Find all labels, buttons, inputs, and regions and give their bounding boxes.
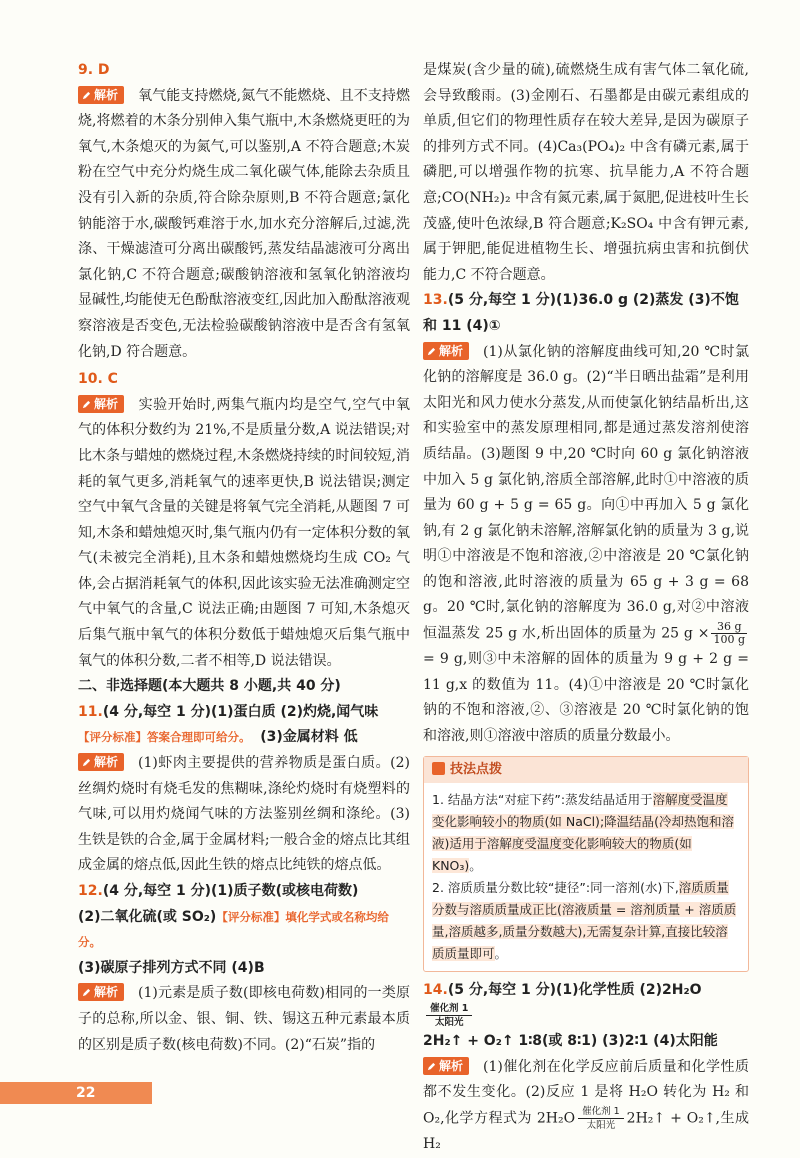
q10-explanation: 解析 实验开始时,两集气瓶内均是空气,空气中氧气的体积分数约为 21%,不是质量分数,A 说法错误;对比木条与蜡烛的燃烧过程,木条燃烧持续的时间较短,消耗的氧气更多,消耗氧气的速率更快,B 说法错误;测定空气中氧气含量的关键是将氧气完全消耗,从题图 7 可知,木条和蜡烛熄灭时,集气瓶内仍有一定体积分数的氧气(未被完全消耗),且木条和蜡烛燃烧均生成 CO₂ 气体,会占据消耗氧气的体积,因此该实验无法准确测定空气中氧气的含量,C 说法正确;由题图 7 可知,木条熄灭后集气瓶中氧气的体积分数低于蜡烛熄灭后集气瓶中氧气的体积分数,二者不相等,D 说法错误。 bbox=[78, 396, 410, 669]
q9-answer: 9. D bbox=[78, 62, 110, 78]
pen-icon bbox=[82, 988, 91, 997]
analysis-badge: 解析 bbox=[78, 86, 124, 104]
tip-body bbox=[424, 783, 748, 971]
reaction-condition: 催化剂 1 太阳光 bbox=[426, 1003, 472, 1028]
tip-box bbox=[423, 756, 749, 972]
analysis-badge: 解析 bbox=[423, 342, 469, 360]
q12-answer-cont2: (3)碳原子排列方式不同 (4)B bbox=[78, 959, 265, 976]
left-column bbox=[78, 58, 410, 1058]
q14-answer: 14.(5 分,每空 1 分)(1)化学性质 (2)2H₂O 催化剂 1 太阳光 bbox=[423, 981, 702, 1029]
q12-explanation-cont: 是煤炭(含少量的硫),硫燃烧生成有害气体二氧化硫,会导致酸雨。(3)金刚石、石墨都是由碳元素组成的单质,但它们的物理性质存在较大差异,是因为碳原子的排列方式不同。(4)Ca₃(PO₄)₂ 中含有磷元素,属于磷肥,可以增强作物的抗寒、抗旱能力,A 不符合题意;CO(NH₂)₂ 中含有氮元素,属于氮肥,促进枝叶生长茂盛,使叶色浓绿,B 符合题意;K₂SO₄ 中含有钾元素,属于钾肥,能促进植物生长、增强抗病虫害和抗倒伏能力,C 不符合题意。 bbox=[423, 62, 749, 283]
tip-icon bbox=[432, 762, 445, 775]
reaction-condition: 催化剂 1 太阳光 bbox=[578, 1106, 624, 1131]
score-standard: 【评分标准】答案合理即可给分。 bbox=[78, 730, 251, 745]
score-standard: 【评分标准】填化学式或名称均给分。 bbox=[78, 909, 389, 950]
pen-icon bbox=[82, 758, 91, 767]
pen-icon bbox=[427, 1062, 436, 1071]
page-footer bbox=[0, 1082, 152, 1104]
tip-title: 技法点拨 bbox=[424, 757, 748, 783]
q9-explanation: 解析 氧气能支持燃烧,氮气不能燃烧、且不支持燃烧,将燃着的木条分别伸入集气瓶中,木条燃烧更旺的为氧气,木条熄灭的为氮气,可以鉴别,A 不符合题意;木炭粉在空气中充分灼烧生成二氧化碳气体,能除去杂质且没有引入新的杂质,符合除杂原则,B 不符合题意;氯化钠能溶于水,碳酸钙难溶于水,加水充分溶解后,过滤,洗涤、干燥滤渣可分离出碳酸钙,蒸发结晶滤液可分离出氯化钠,C 不符合题意;碳酸钠溶液和氢氧化钠溶液均显碱性,均能使无色酚酞溶液变红,因此加入酚酞溶液观察溶液是否变色,无法检验碳酸钠溶液中是否含有氢氧化钠,D 符合题意。 bbox=[78, 87, 410, 360]
q12-answer-cont: (2)二氧化硫(或 SO₂)【评分标准】填化学式或名称均给分。 bbox=[78, 908, 389, 950]
q14-answer-cont: 2H₂↑ + O₂↑ 1∶8(或 8∶1) (3)2∶1 (4)太阳能 bbox=[423, 1033, 718, 1050]
pen-icon bbox=[82, 400, 91, 409]
page-number: 22 bbox=[76, 1085, 96, 1101]
q12-answer: 12.(4 分,每空 1 分)(1)质子数(或核电荷数) bbox=[78, 883, 359, 899]
q11-answer-cont: 【评分标准】答案合理即可给分。 (3)金属材料 低 bbox=[78, 729, 358, 746]
q13-answer: 13.(5 分,每空 1 分)(1)36.0 g (2)蒸发 (3)不饱和 11 (4)① bbox=[423, 292, 739, 334]
tip-item-1: 1. 结晶方法“对症下药”:蒸发结晶适用于溶解度受温度变化影响较小的物质(如 NaCl);降温结晶(冷却热饱和溶液)适用于溶解度受温度变化影响较大的物质(如 KNO₃)。 bbox=[432, 791, 735, 873]
q13-explanation: 解析 (1)从氯化钠的溶解度曲线可知,20 ℃时氯化钠的溶解度是 36.0 g。(2)“半日晒出盐霜”是利用太阳光和风力使水分蒸发,从而使氯化钠结晶析出,这和实验室中的蒸发原理相同,都是通过蒸发溶剂使溶质结晶。(3)题图 9 中,20 ℃时向 60 g 氯化钠溶液中加入 5 g 氯化钠,溶质全部溶解,此时①中溶液的质量为 60 g + 5 g = 65 g。向①中再加入 5 g 氯化钠,有 2 g 氯化钠未溶解,溶解氯化钠的质量为 3 g,说明①中溶液是不饱和溶液,②中溶液是 20 ℃氯化钠的饱和溶液,此时溶液的质量为 65 g + 3 g = 68 g。20 ℃时,氯化钠的溶解度为 36.0 g,对②中溶液恒温蒸发 25 g 水,析出固体的质量为 25 g × $\frac{36 g}{100 g}$ = 9 g,则③中未溶解的固体的质量为 9 g + 2 g = 11 g,x 的数值为 11。(4)①中溶液是 20 ℃时氯化钠的不饱和溶液,②、③溶液是 20 ℃时氯化钠的饱和溶液,则①溶液中溶质的质量分数最小。 bbox=[423, 343, 749, 744]
analysis-badge: 解析 bbox=[78, 753, 124, 771]
q11-explanation: 解析 (1)虾肉主要提供的营养物质是蛋白质。(2)丝绸灼烧时有烧毛发的焦糊味,涤纶灼烧时有烧塑料的气味,可以用灼烧闻气味的方法鉴别丝绸和涤纶。(3)生铁是铁的合金,属于金属材料;一般合金的熔点比其组成金属的熔点低,因此生铁的熔点比纯铁的熔点低。 bbox=[78, 755, 410, 874]
q14-explanation: 解析 (1)催化剂在化学反应前后质量和化学性质都不发生变化。(2)反应 1 是将 H₂O 转化为 H₂ 和 O₂,化学方程式为 2H₂O 催化剂 1 太阳光 2H₂↑ + O₂↑,生成 H₂ bbox=[423, 1058, 749, 1153]
pen-icon bbox=[82, 91, 91, 100]
right-column bbox=[423, 58, 749, 1158]
tip-item-2: 2. 溶质质量分数比较“捷径”:同一溶剂(水)下,溶质质量分数与溶质质量成正比(溶液质量 = 溶剂质量 + 溶质质量,溶质越多,质量分数越大),无需复杂计算,直接比较溶质质量即可。 bbox=[432, 879, 737, 961]
q10-answer: 10. C bbox=[78, 371, 118, 388]
analysis-badge: 解析 bbox=[78, 395, 124, 413]
fraction: $\frac{36 g}{100 g}$ bbox=[713, 620, 745, 647]
analysis-badge: 解析 bbox=[423, 1057, 469, 1075]
q12-explanation: 解析 (1)元素是质子数(即核电荷数)相同的一类原子的总称,所以金、银、铜、铁、锡这五种元素最本质的区别是质子数(核电荷数)不同。(2)“石炭”指的 bbox=[78, 985, 410, 1053]
q11-answer: 11.(4 分,每空 1 分)(1)蛋白质 (2)灼烧,闻气味 bbox=[78, 703, 379, 720]
section-heading: 二、非选择题(本大题共 8 小题,共 40 分) bbox=[78, 678, 341, 695]
analysis-badge: 解析 bbox=[78, 983, 124, 1001]
pen-icon bbox=[427, 347, 436, 356]
